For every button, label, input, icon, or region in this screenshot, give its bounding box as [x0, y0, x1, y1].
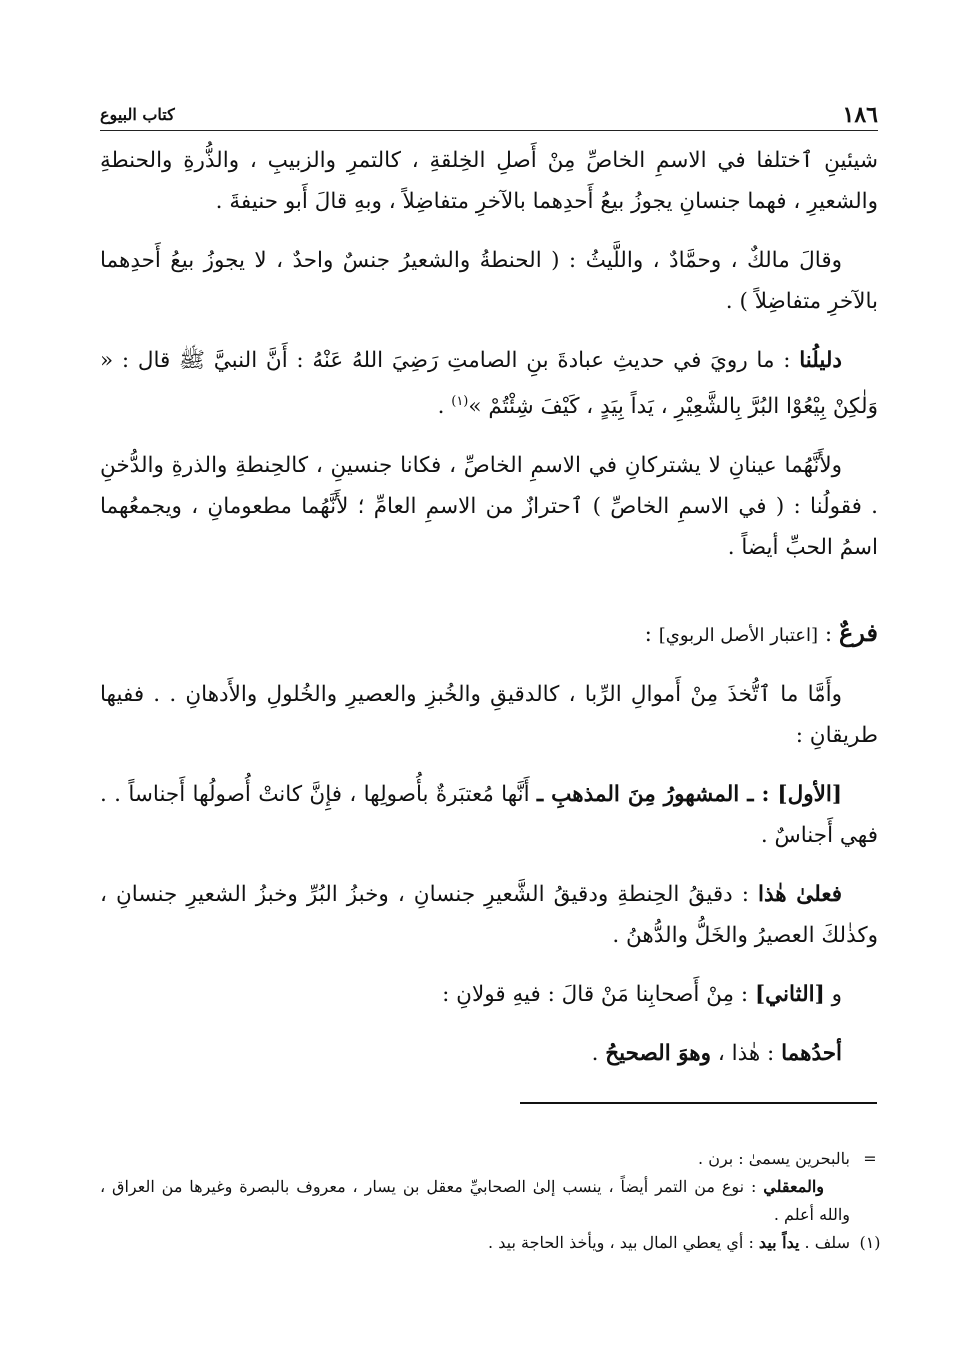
- section-title: [اعتبار الأصل الربوي]: [658, 625, 819, 647]
- bold-lead: دليلُنا: [799, 348, 842, 373]
- paragraph: و [الثاني] : مِنْ أَصحابِنا مَنْ قالَ : فيهِ قولانِ :: [442, 982, 842, 1008]
- paragraph: ولأَنَّهُما عينانِ لا يشتركانِ في الاسمِ الخاصِّ ، فكانا جنسينِ ، كالحِنطةِ والذرةِ والدُّخنِ . فقولُنا : ( في الاسمِ الخاصِّ ) ٱحترازٌ من الاسمِ العامِّ ؛ لأَنَّهُما مطعومانِ ، ويجمعُهما اسمُ الحبِّ أيضاً .: [100, 453, 878, 561]
- footnote-marker: (١): [859, 1233, 881, 1252]
- section-gap: [100, 586, 878, 612]
- bold-lead: [الأول] : ـ المشهورُ مِنَ المذهبِ ـ: [536, 782, 842, 808]
- running-title: كتاب البيوع: [100, 105, 175, 124]
- page-header: [100, 96, 878, 131]
- paragraph: فعلىٰ هٰذا : دقيقُ الحِنطةِ ودقيقُ الشَّعيرِ جنسانِ ، وخبزُ البُرِّ وخبزُ الشعيرِ جنسانِ ، وكذٰلكَ العصيرُ والخَلُّ والدُّهنُ .: [100, 882, 878, 949]
- bold-lead: [الثاني]: [754, 982, 825, 1008]
- paragraph: [الأول] : ـ المشهورُ مِنَ المذهبِ ـ أَنَّها مُعتبَرةٌ بأُصولِها ، فإِنَّ كانتْ أُصولُها أَجناساً . . فهي أَجناسٌ .: [100, 782, 878, 849]
- footnote-divider: [520, 1102, 877, 1104]
- footnote: (١) سلف . يداً بيد : أي يعطي المال بيد ، ويأخذ الحاجة بيد .: [100, 1229, 890, 1257]
- footnotes: [100, 1145, 890, 1257]
- bold-lead: يداً بيد: [758, 1233, 800, 1252]
- bold-lead: أحدُهما: [781, 1041, 842, 1067]
- bold-lead: والمعقلي: [763, 1177, 824, 1196]
- paragraph: أحدُهما : هٰذا ، وهوَ الصحيحُ .: [591, 1041, 842, 1067]
- footnote-ref: (١): [451, 394, 469, 409]
- far-heading: فرعٌ : [اعتبار الأصل الربوي] :: [644, 618, 878, 648]
- paragraph: دليلُنا : ما رويَ في حديثِ عبادةَ بنِ الصامتِ رَضِيَ اللهُ عَنْهُ : أَنَّ النبيَّ ﷺ قال : « وَلٰكِنْ بِيْعُوْا البُرَّ بِالشَّعِيْرِ ، يَداً بِيَدٍ ، كَيْفَ شِئْتُمْ »$^{(١)}$ .: [100, 348, 878, 420]
- footnote: والمعقلي : نوع من التمر أيضاً ، ينسب إلىٰ الصحابيِّ معقل بن يسار ، معروف بالبصرة وغيرها من العراق ، والله أعلم .: [100, 1173, 890, 1229]
- main-text: [100, 140, 878, 1092]
- footnote-marker: [850, 1173, 890, 1229]
- paragraph: وقالَ مالكٌ ، وحمَّادٌ ، واللَّيثُ : ( الحنطةُ والشعيرُ جنسٌ واحدٌ ، لا يجوزُ بيعُ أَحدِهما بالآخرِ متفاضِلاً ) .: [100, 248, 878, 314]
- bold-lead: وهوَ الصحيحُ: [605, 1041, 711, 1067]
- bold-lead: فعلىٰ هٰذا: [758, 882, 842, 908]
- far-label: فرعٌ: [838, 618, 878, 648]
- paragraph: وأَمَّا ما ٱتُّخذَ مِنْ أَموالِ الرِّبا ، كالدقيقِ والخُبزِ والعصيرِ والخُلولِ والأَدهانِ . . ففيها طريقانِ :: [100, 682, 878, 749]
- page-number: ١٨٦: [842, 102, 878, 128]
- footnote-marker: =: [863, 1149, 877, 1168]
- paragraph: شيئينِ ٱختلفا في الاسمِ الخاصِّ مِنْ أَصلِ الخِلقةِ ، كالتمرِ والزبيبِ ، والذُّرةِ والحنطةِ والشعيرِ ، فهما جنسانِ يجوزُ بيعُ أَحدِهما بالآخرِ متفاضِلاً ، وبهِ قالَ أَبو حنيفةَ .: [100, 148, 878, 214]
- footnote: = بالبحرين يسمىٰ : برن .: [100, 1145, 890, 1173]
